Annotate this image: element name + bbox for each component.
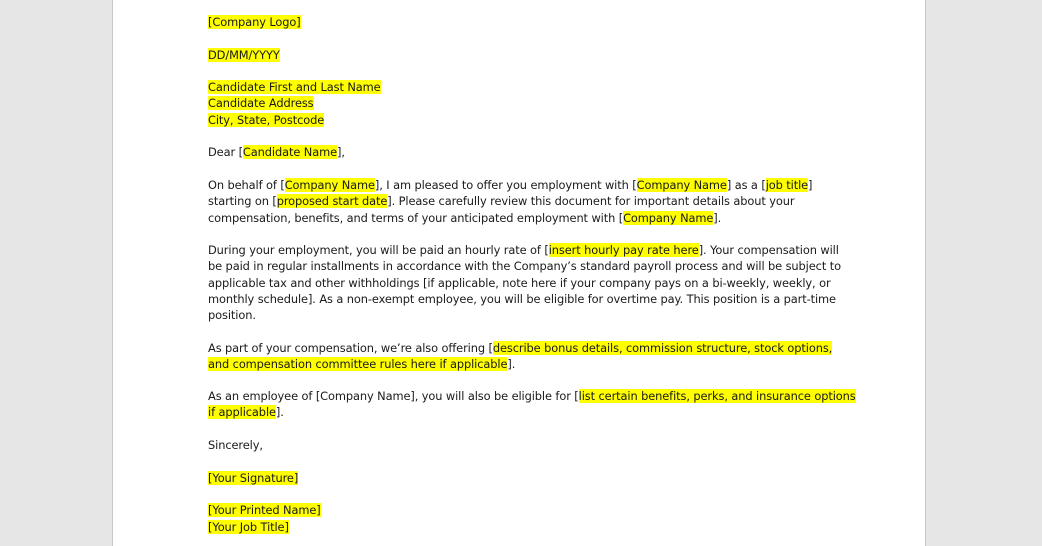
para1-line2: starting on [proposed start date]. Please carefully review this document for important details about your [208,194,795,208]
closing: Sincerely, [208,438,263,452]
signature-placeholder: [Your Signature] [208,471,299,485]
company-logo-placeholder: [Company Logo] [208,15,301,29]
para3-line1: As part of your compensation, we’re also offering [describe bonus details, commission structure, stock options, [208,341,833,355]
candidate-name-line: Candidate First and Last Name [208,80,381,94]
job-title-placeholder: [Your Job Title] [208,520,289,534]
para1-line1: On behalf of [Company Name], I am pleased to offer you employment with [Company Name] as a [job title] [208,178,813,192]
candidate-city-line: City, State, Postcode [208,113,325,127]
para4-line2: if applicable]. [208,405,284,419]
para2-line5: position. [208,308,256,322]
para2-line2: be paid in regular installments in accordance with the Company’s standard payroll process and will be subject to [208,259,841,273]
para2-line1: During your employment, you will be paid an hourly rate of [insert hourly pay rate here]. Your compensation will [208,243,839,257]
salutation-name: Candidate Name [242,145,337,159]
para4-line1: As an employee of [Company Name], you will also be eligible for [list certain benefits, perks, and insurance options [208,389,856,403]
para2-line4: monthly schedule]. As a non-exempt employee, you will be eligible for overtime pay. This position is a part-time [208,292,836,306]
para3-line2: and compensation committee rules here if applicable]. [208,357,516,371]
salutation: Dear [Candidate Name], [208,145,345,159]
printed-name-placeholder: [Your Printed Name] [208,503,321,517]
para2-line3: applicable tax and other withholdings [if applicable, note here if your company pays on a bi-weekly, weekly, or [208,276,831,290]
para1-line3: compensation, benefits, and terms of your anticipated employment with [Company Name]. [208,211,722,225]
document-page [112,0,926,546]
candidate-address-line: Candidate Address [208,96,314,110]
letter-date: DD/MM/YYYY [208,48,280,62]
